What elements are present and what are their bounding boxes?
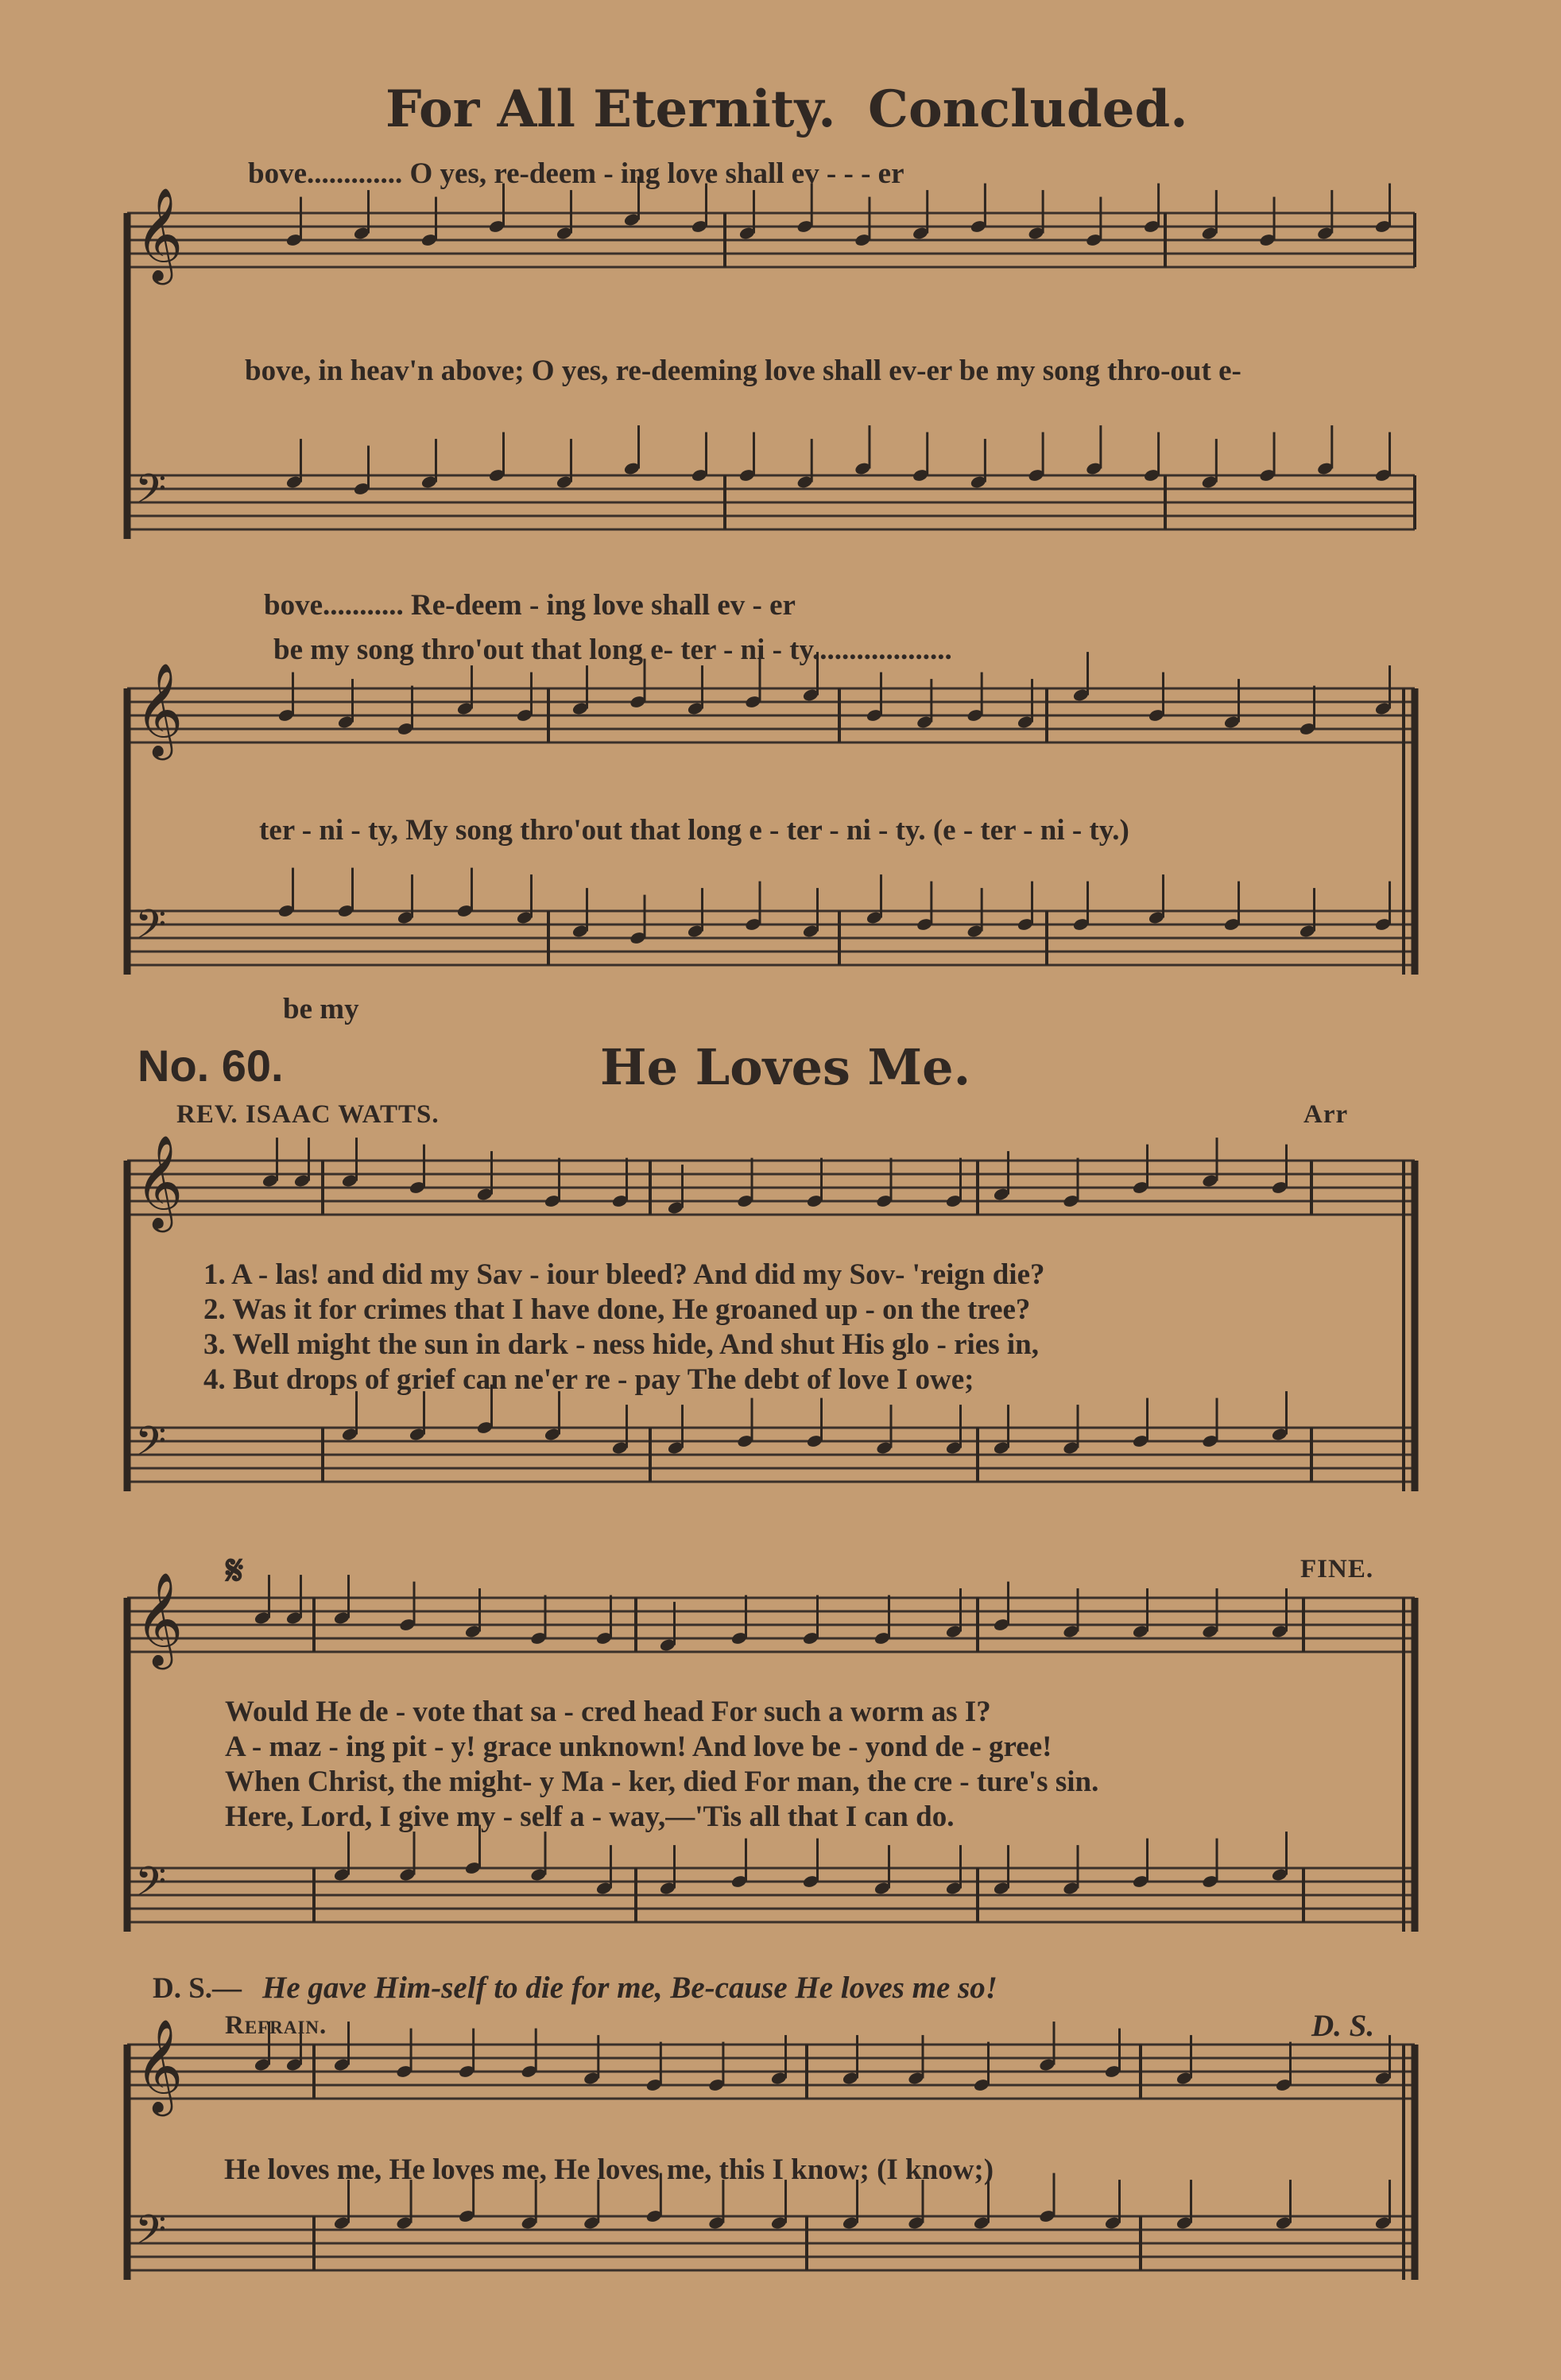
segno-sign: 𝄋: [226, 1546, 244, 1595]
verse-line-3: 3. Well might the sun in dark - ness hide, And shut His glo - ries in,: [203, 1328, 1039, 1361]
ds-marker: D. S.: [1311, 2009, 1375, 2043]
bass-clef: 𝄢: [135, 1859, 167, 1916]
bass-clef: 𝄢: [135, 1418, 167, 1475]
fine-marker: FINE.: [1300, 1555, 1374, 1583]
bass-clef: 𝄢: [135, 901, 167, 959]
verse-line-4: 4. But drops of grief can ne'er re - pay The debt of love I owe;: [203, 1363, 974, 1396]
arranger: Arr: [1303, 1100, 1349, 1129]
treble-clef: 𝄞: [135, 1134, 184, 1230]
ds-line: He gave Him-self to die for me, Be-cause He loves me so!: [262, 1971, 997, 2005]
verse-line-1: 1. A - las! and did my Sav - iour bleed? And did my Sov- 'reign die?: [203, 1258, 1045, 1291]
lyrics-line: bove............. O yes, re-deem - ing love shall ev - - - er: [248, 157, 904, 190]
author: REV. ISAAC WATTS.: [176, 1100, 440, 1129]
song-title-concluded: Concluded.: [868, 79, 1188, 139]
treble-clef: 𝄞: [135, 662, 184, 758]
verse-line-6: A - maz - ing pit - y! grace unknown! And love be - yond de - gree!: [225, 1731, 1052, 1763]
lyrics-line: bove........... Re-deem - ing love shall ev - er: [264, 589, 796, 622]
verse-line-5: Would He de - vote that sa - cred head For such a worm as I?: [225, 1696, 991, 1728]
refrain-label: Refrain.: [225, 2011, 327, 2040]
hymn-number: No. 60.: [138, 1041, 284, 1091]
lyrics-line: be my song thro'out that long e- ter - ni - ty...................: [273, 634, 952, 666]
verse-line-2: 2. Was it for crimes that I have done, He groaned up - on the tree?: [203, 1293, 1031, 1326]
song-title: For All Eternity.: [385, 79, 836, 139]
refrain-lyrics: He loves me, He loves me, He loves me, this I know; (I know;): [224, 2153, 994, 2186]
bass-clef: 𝄢: [135, 466, 167, 523]
ds-label: D. S.—: [153, 1972, 242, 2005]
bass-clef: 𝄢: [135, 2207, 167, 2264]
lyrics-line: be my: [283, 993, 359, 1025]
hymn-title: He Loves Me.: [600, 1038, 971, 1096]
lyrics-line: ter - ni - ty, My song thro'out that long e - ter - ni - ty. (e - ter - ni - ty.): [259, 814, 1129, 847]
treble-clef: 𝄞: [135, 1572, 184, 1667]
verse-line-7: When Christ, the might- y Ma - ker, died For man, the cre - ture's sin.: [225, 1766, 1099, 1798]
verse-line-8: Here, Lord, I give my - self a - way,—'Tis all that I can do.: [225, 1801, 955, 1833]
lyrics-line: bove, in heav'n above; O yes, re-deeming love shall ev-er be my song thro-out e-: [245, 355, 1241, 387]
treble-clef: 𝄞: [135, 2018, 184, 2114]
treble-clef: 𝄞: [135, 187, 184, 282]
